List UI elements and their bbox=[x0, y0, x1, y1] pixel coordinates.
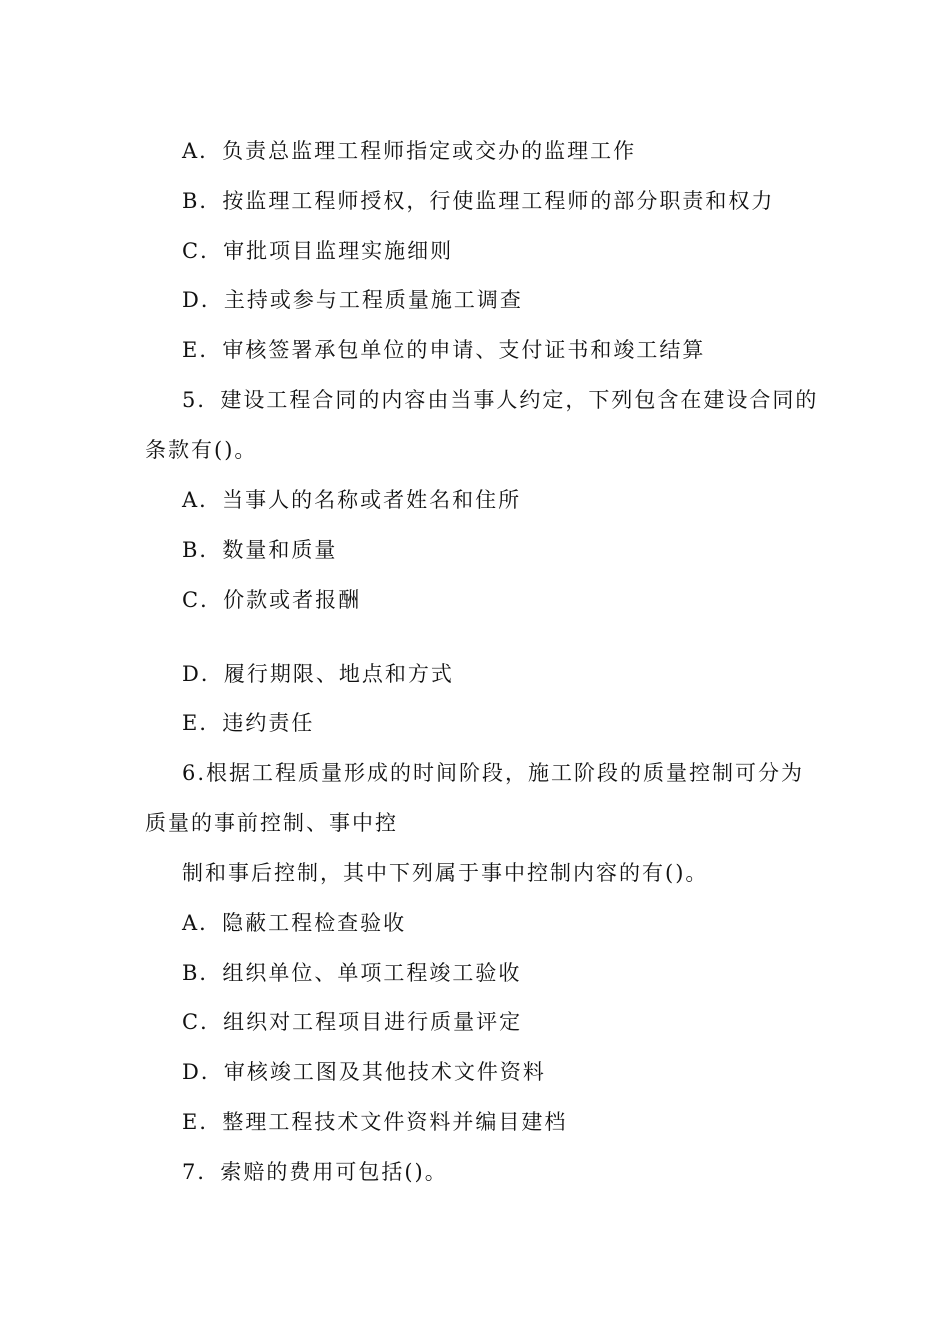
option-line: B．按监理工程师授权，行使监理工程师的部分职责和权力 bbox=[182, 189, 775, 213]
option-line: C．价款或者报酬 bbox=[182, 588, 362, 612]
question-line: 5．建设工程合同的内容由当事人约定，下列包含在建设合同的 bbox=[182, 388, 819, 412]
option-line: A．负责总监理工程师指定或交办的监理工作 bbox=[182, 139, 637, 163]
option-line: A．隐蔽工程检查验收 bbox=[182, 911, 407, 935]
option-line: D．主持或参与工程质量施工调查 bbox=[182, 288, 523, 312]
question-continuation: 制和事后控制，其中下列属于事中控制内容的有()。 bbox=[182, 861, 709, 885]
option-line: E．违约责任 bbox=[182, 711, 315, 735]
question-line: 6.根据工程质量形成的时间阶段，施工阶段的质量控制可分为 bbox=[182, 761, 805, 785]
option-line: D．审核竣工图及其他技术文件资料 bbox=[182, 1060, 546, 1084]
question-continuation: 条款有()。 bbox=[145, 438, 258, 462]
option-line: E．审核签署承包单位的申请、支付证书和竣工结算 bbox=[182, 338, 706, 362]
question-line: 7．索赔的费用可包括()。 bbox=[182, 1160, 448, 1184]
option-line: D．履行期限、地点和方式 bbox=[182, 662, 454, 686]
option-line: B．数量和质量 bbox=[182, 538, 338, 562]
option-line: B．组织单位、单项工程竣工验收 bbox=[182, 961, 522, 985]
option-line: E．整理工程技术文件资料并编目建档 bbox=[182, 1110, 568, 1134]
question-continuation: 质量的事前控制、事中控 bbox=[145, 811, 398, 835]
option-line: C．审批项目监理实施细则 bbox=[182, 239, 454, 263]
option-line: C．组织对工程项目进行质量评定 bbox=[182, 1010, 523, 1034]
option-line: A．当事人的名称或者姓名和住所 bbox=[182, 488, 522, 512]
